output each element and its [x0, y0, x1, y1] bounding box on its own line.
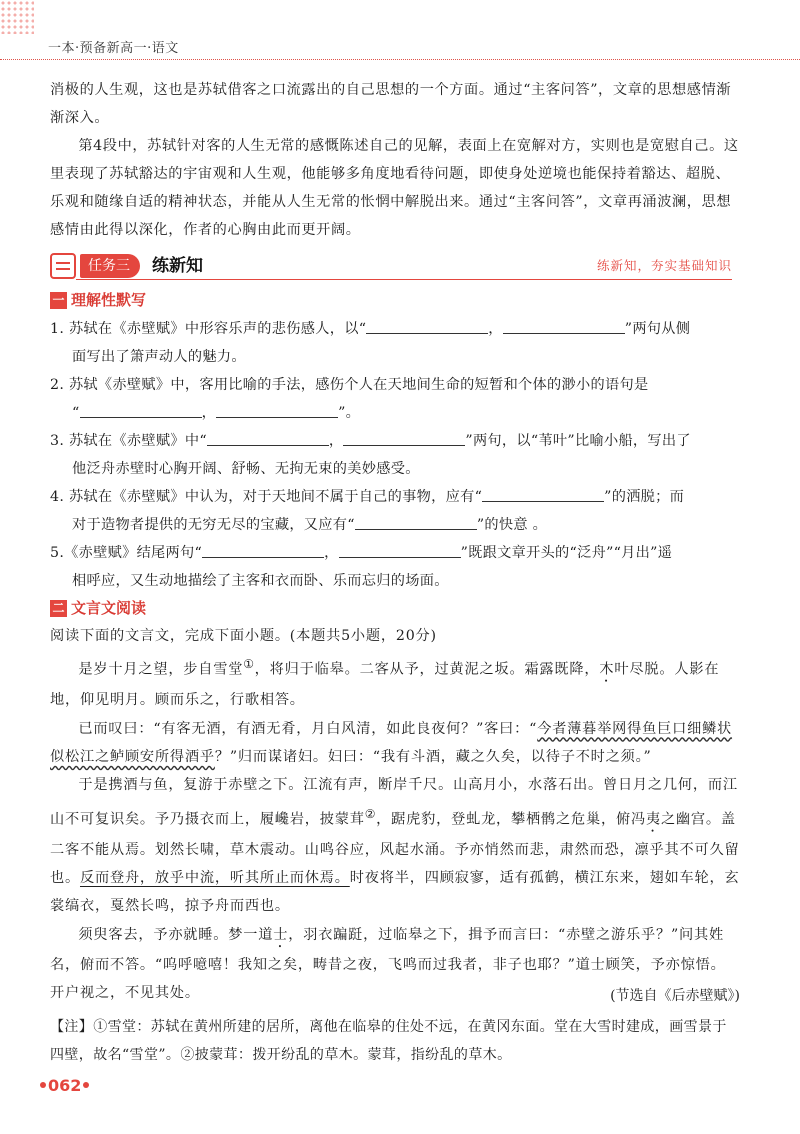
intro-paragraph-1: 消极的人生观，这也是苏轼借客之口流露出的自己思想的一个方面。通过“主客问答”，文章的思想感情渐渐深入。 — [50, 82, 732, 126]
notebook-icon — [50, 253, 76, 279]
footnote-marker: ① — [243, 657, 255, 672]
underlined-sentence: 反而登舟，放乎中流，听其所止而休焉。 — [79, 869, 350, 886]
question-text: 1. 苏轼在《赤壁赋》中形容乐声的悲伤感人，以“ — [50, 321, 367, 337]
question-text: 4. 苏轼在《赤壁赋》中认为，对于天地间不属于自己的事物，应有“ — [50, 489, 483, 505]
wavy-underlined-sentence: 今者薄暮举网得鱼巨口细鳞状似松江之鲈顾安所得酒乎 — [50, 720, 733, 765]
section-heading-dictation — [50, 289, 146, 311]
answer-blank[interactable] — [339, 543, 461, 558]
answer-blank[interactable] — [355, 515, 477, 530]
running-head: 一本·预备新高一·语文 — [48, 41, 179, 56]
task-badge: 任务三 — [80, 254, 140, 278]
question-text: 相呼应，又生动地描绘了主客和衣而卧、乐而忘归的场面。 — [72, 573, 449, 589]
task-banner — [50, 252, 732, 282]
footnote-text: 【注】①雪堂：苏轼在黄州所建的居所，离他在临皋的住处不远，在黄冈东面。堂在大雪时建成，画雪景于四壁，故名“雪堂”。②披蒙茸：拨开纷乱的草木。蒙茸，指纷乱的草木。 — [50, 1019, 727, 1063]
dot-icon — [40, 1082, 46, 1088]
question-text: ”两句从侧 — [624, 321, 691, 337]
question-5: 5.《赤壁赋》结尾两句“ ， ”既跟文章开头的“泛舟”“月出”遥 相呼应，又生动地描绘了主客和衣而卧、乐而忘归的场面。 — [50, 539, 740, 595]
answer-blank[interactable] — [216, 403, 338, 418]
header-divider — [0, 59, 800, 60]
task-note: 练新知，夯实基础知识 — [596, 258, 732, 273]
corner-dot-pattern — [0, 0, 34, 34]
question-text: 他泛舟赤壁时心胸开阔、舒畅、无拘无束的美妙感受。 — [72, 461, 420, 477]
section-number: 一 — [50, 292, 67, 309]
reading-instruction: 阅读下面的文言文，完成下面小题。(本题共5小题，20分) — [50, 628, 437, 644]
question-text: 面写出了箫声动人的魅力。 — [72, 349, 246, 365]
footnote-marker: ② — [364, 806, 377, 821]
answer-blank[interactable] — [80, 403, 202, 418]
dotted-character: 木 — [599, 662, 615, 679]
passage-paragraph-3: 于是携酒与鱼，复游于赤壁之下。江流有声，断岸千尺。山高月小，水落石出。曾日月之几何，而江山不可复识矣。予乃摄衣而上，履巉岩，披蒙茸②，踞虎豹，登虬龙，攀栖鹘之危巢，俯冯夷之幽宫。盖二客不能从焉。划然长啸，草木震动。山鸣谷应，风起水涌。予亦悄然而悲，肃然而恐，凛乎其不可久留也。反而登舟，放乎中流，听其所止而休焉。时夜将半，四顾寂寥，适有孤鹤，横江东来，翅如车轮，玄裳缟衣，戛然长鸣，掠予舟而西也。 — [50, 777, 740, 915]
answer-blank[interactable] — [366, 319, 488, 334]
passage-paragraph-2: 已而叹曰：“有客无酒，有酒无肴，月白风清，如此良夜何？”客曰：“今者薄暮举网得鱼巨口细鳞状似松江之鲈顾安所得酒乎？”归而谋诸妇。妇曰：“我有斗酒，藏之久矣，以待子不时之须。” — [50, 720, 733, 765]
section-title: 理解性默写 — [71, 291, 147, 309]
intro-text — [50, 76, 740, 244]
answer-blank[interactable] — [343, 431, 465, 446]
classical-passage — [50, 622, 740, 1008]
task-title: 练新知 — [152, 256, 203, 276]
question-text: 5.《赤壁赋》结尾两句“ — [50, 545, 203, 561]
dotted-character: 夷 — [645, 811, 661, 828]
section-number: 二 — [50, 600, 67, 617]
question-text: ”既跟文章开头的“泛舟”“月出”遥 — [460, 545, 673, 561]
question-2: 2. 苏轼《赤壁赋》中，客用比喻的手法，感伤个人在天地间生命的短暂和个体的渺小的语句是 “ ， ”。 — [50, 371, 740, 427]
section-title: 文言文阅读 — [71, 599, 147, 617]
question-text: 对于造物者提供的无穷无尽的宝藏，又应有“ — [72, 517, 355, 533]
passage-paragraph-1: 是岁十月之望，步自雪堂①，将归于临皋。二客从予，过黄泥之坂。霜露既降，木叶尽脱。人影在地，仰见明月。顾而乐之，行歌相答。 — [50, 657, 720, 709]
question-text: ”的洒脱；而 — [604, 489, 685, 505]
passage-source: (节选自《后赤壁赋》) — [610, 988, 740, 1004]
answer-blank[interactable] — [482, 487, 604, 502]
passage-paragraph-4: 须臾客去，予亦就睡。梦一道士，羽衣蹁跹，过临皋之下，揖予而言曰：“赤壁之游乐乎？”问其姓名，俯而不答。“呜呼噫嘻！我知之矣，畴昔之夜，飞鸣而过我者，非子也耶？”道士顾笑，予亦惊悟。开户视之，不见其处。 — [50, 926, 726, 1002]
dotted-character: 士 — [273, 926, 289, 943]
question-text: ”的快意 。 — [476, 517, 548, 533]
footnotes — [50, 1013, 740, 1069]
question-text: 2. 苏轼《赤壁赋》中，客用比喻的手法，感伤个人在天地间生命的短暂和个体的渺小的语句是 — [50, 377, 649, 393]
answer-blank[interactable] — [202, 543, 324, 558]
question-text: ”两句，以“苇叶”比喻小船，写出了 — [465, 433, 691, 449]
question-4 — [50, 483, 740, 539]
question-text: 3. 苏轼在《赤壁赋》中“ — [50, 433, 207, 449]
question-3: 3. 苏轼在《赤壁赋》中“ ， ”两句，以“苇叶”比喻小船，写出了 他泛舟赤壁时心胸开阔、舒畅、无拘无束的美妙感受。 — [50, 427, 740, 483]
answer-blank[interactable] — [503, 319, 625, 334]
section-heading-reading — [50, 597, 146, 619]
question-1: 1. 苏轼在《赤壁赋》中形容乐声的悲伤感人，以“ ， ”两句从侧 面写出了箫声动人的魅力。 — [50, 315, 740, 371]
intro-paragraph-2: 第4段中，苏轼针对客的人生无常的感慨陈述自己的见解，表面上在宽解对方，实则也是宽慰自己。这里表现了苏轼豁达的宇宙观和人生观，他能够多角度地看待问题，即使身处逆境也能保持着豁达、超脱、乐观和随缘自适的精神状态，并能从人生无常的怅惘中解脱出来。通过“主客问答”，文章再涌波澜，思想感情由此得以深化，作者的心胸由此而更开阔。 — [50, 138, 739, 238]
answer-blank[interactable] — [207, 431, 329, 446]
page-number: 062 — [38, 1076, 91, 1095]
task-divider — [76, 279, 732, 280]
dot-icon — [83, 1082, 89, 1088]
question-text: ”。 — [338, 405, 361, 421]
